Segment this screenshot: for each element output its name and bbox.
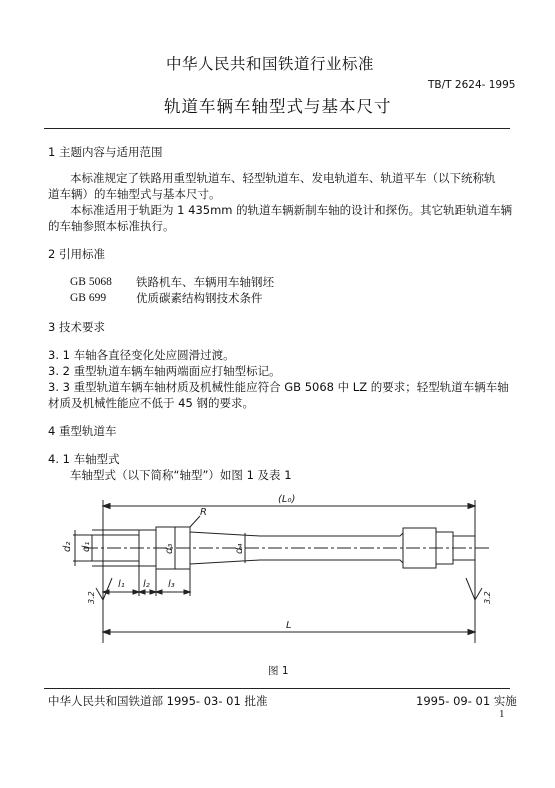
section-1-para2-line1: 本标准适用于轨距为 1 435mm 的轨道车辆新制车轴的设计和探伤。其它轨距轨道车辆: [70, 203, 513, 217]
approval-line: 中华人民共和国铁道部 1995- 03- 01 批准: [48, 694, 268, 708]
requirement-3-2: 3. 2 重型轨道车辆车轴两端面应打轴型标记。: [48, 364, 281, 378]
page-number: 1: [499, 708, 505, 720]
l3-label: l₃: [168, 579, 175, 590]
l1-label: l₁: [118, 579, 125, 590]
document-title: 轨道车辆车轴型式与基本尺寸: [164, 97, 392, 116]
subsection-4-1-text: 车轴型式（以下简称“轴型”）如图 1 及表 1: [70, 468, 292, 482]
l-label: L: [286, 620, 292, 631]
l0-label: (L₀): [278, 494, 296, 505]
radius-label: R: [200, 507, 207, 518]
section-2-heading: 2 引用标准: [48, 247, 105, 261]
axle-drawing: [0, 488, 555, 668]
l2-label: l₂: [143, 579, 150, 590]
ref-name: 铁路机车、车辆用车轴钢坯: [136, 275, 274, 289]
roughness-symbol-right: [466, 578, 482, 600]
ref-code: GB 5068: [70, 276, 112, 288]
figure-caption: 图 1: [268, 665, 289, 677]
roughness-right-value: 3.2: [483, 591, 492, 604]
subsection-4-1-heading: 4. 1 车轴型式: [48, 452, 120, 466]
section-1-heading: 1 主题内容与适用范围: [48, 145, 163, 159]
requirement-3-3-line2: 材质及机械性能应不低于 45 钢的要求。: [48, 396, 254, 410]
standard-org-title: 中华人民共和国铁道行业标准: [166, 55, 375, 73]
section-4-heading: 4 重型轨道车: [48, 424, 117, 438]
d2-label: d₂: [62, 541, 73, 552]
header-rule: [44, 128, 510, 129]
section-1-para2-line2: 的车轴参照本标准执行。: [48, 219, 175, 233]
standard-code: TB/T 2624- 1995: [428, 79, 516, 91]
ref-name: 优质碳素结构钢技术条件: [136, 291, 263, 305]
roughness-left-value: 3.2: [87, 591, 96, 604]
d3-label: d₃: [164, 543, 175, 554]
section-3-heading: 3 技术要求: [48, 320, 105, 334]
requirement-3-1: 3. 1 车轴各直径变化处应圆滑过渡。: [48, 348, 235, 362]
roughness-symbol-left: [96, 578, 112, 600]
d4-label: d₄: [234, 543, 245, 554]
d1-label: d₁: [81, 541, 92, 552]
section-1-para1-line1: 本标准规定了铁路用重型轨道车、轻型轨道车、发电轨道车、轨道平车（以下统称轨: [70, 171, 496, 185]
ref-code: GB 699: [70, 292, 107, 304]
requirement-3-3-line1: 3. 3 重型轨道车辆车轴材质及机械性能应符合 GB 5068 中 LZ 的要求；轻型轨道车辆车轴: [48, 380, 509, 394]
footer-rule: [44, 688, 510, 689]
effective-date: 1995- 09- 01 实施: [416, 694, 517, 708]
section-1-para1-line2: 道车辆）的车轴型式与基本尺寸。: [48, 187, 221, 201]
